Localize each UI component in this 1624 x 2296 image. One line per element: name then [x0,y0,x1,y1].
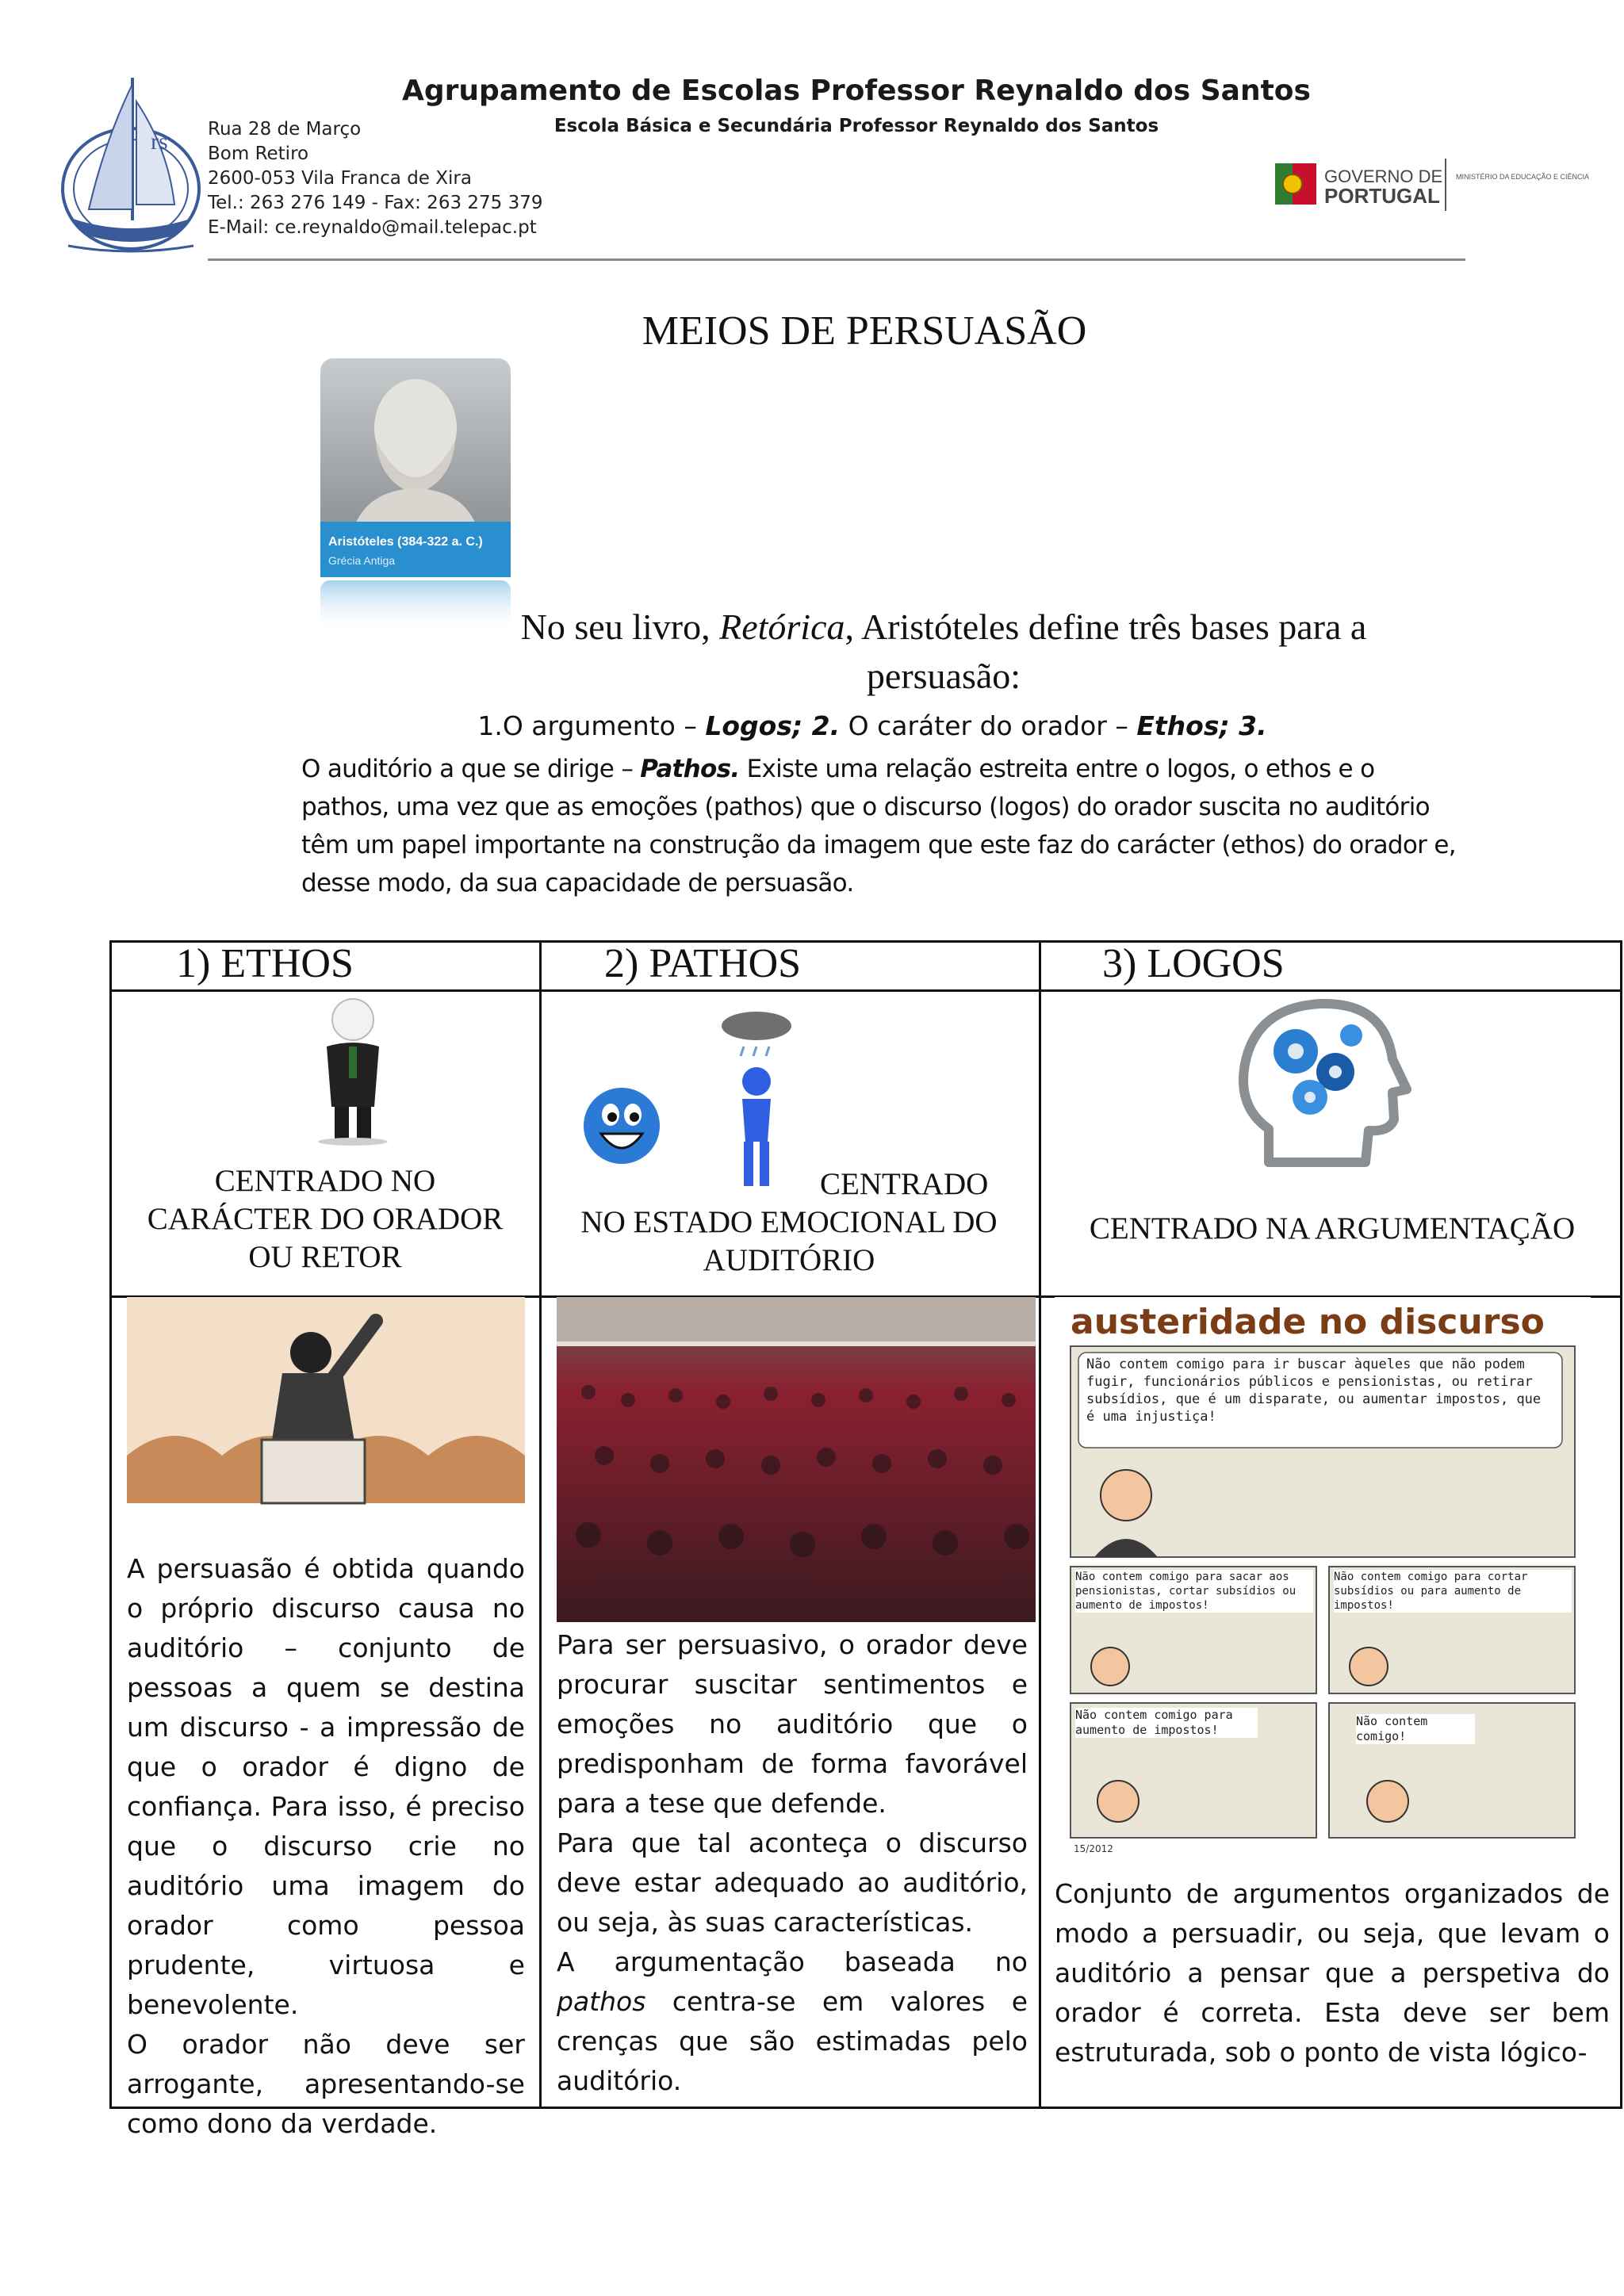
centrado-line: CENTRADO NO [214,1164,436,1198]
intro-paragraph [301,750,1467,902]
logo-text: rs [151,128,168,155]
address-line: Rua 28 de Março [208,119,362,140]
logos-centrado: CENTRADO NA ARGUMENTAÇÃO [1089,1211,1576,1246]
pathos-paragraph: Para que tal aconteça o discurso deve estar adequado ao auditório, ou seja, às suas características. [557,1827,1028,1938]
audience-photo [557,1297,1036,1622]
header-logos: 3) LOGOS [1102,941,1285,986]
cartoon-bubble: Não contem comigo para ir buscar àqueles que não podem fugir, funcionários públicos e pensionistas, ou retirar subsídios, que é um disparate, ou aumentar impostos, que é uma injustiça! [1086,1357,1542,1425]
gov-line1: GOVERNO DE [1324,166,1443,186]
header-divider [208,258,1465,261]
centrado-line: NO ESTADO EMOCIONAL DO [580,1205,998,1239]
orator-illustration [127,1297,525,1503]
bases-list [317,710,1427,741]
table-divider [1039,940,1041,2109]
pathos-paragraph [557,1942,1028,2101]
intro-book: Retórica [719,607,845,647]
pathos-centrado-first: CENTRADO [820,1167,989,1201]
centrado-line: OU RETOR [248,1240,402,1274]
pathos-p3-em: pathos [557,1986,646,2017]
paragraph-text: Existe uma relação estreita entre o logos, o ethos e o pathos, uma vez que as emoções (pathos) que o discurso (logos) do orador suscita no auditório têm um papel importante na construção da imagem que este faz do carácter (ethos) do orador e, desse modo, da sua capacidade de persuasão. [301,755,1456,897]
school-subtitle: Escola Básica e Secundária Professor Reynaldo dos Santos [553,116,1159,136]
pathos-text [557,1625,1028,2101]
paragraph-bold: Pathos. [640,755,740,783]
school-logo [57,70,205,260]
cartoon-bubble: Não contem comigo para cortar subsídios ou para aumento de impostos! [1334,1570,1572,1613]
table-divider [109,989,1622,992]
item-bold: Logos; 2. [705,710,841,741]
pathos-p3-post: centra-se em valores e crenças que são estimadas pelo auditório. [557,1986,1028,2096]
emotion-figures-icon [574,1007,812,1197]
address-line: Bom Retiro [208,144,309,164]
paragraph-text: O auditório a que se dirige – [301,755,641,783]
cartoon-bubble: Não contem comigo para aumento de impostos! [1075,1708,1258,1738]
centrado-line: AUDITÓRIO [703,1243,875,1277]
ethos-centrado [127,1162,523,1276]
cartoon-bubble: Não contem comigo! [1356,1714,1475,1744]
cartoon-date: 15/2012 [1074,1843,1113,1854]
item-bold: Ethos; 3. [1136,710,1267,741]
address-line: Tel.: 263 276 149 - Fax: 263 275 379 [208,193,543,213]
page-title: MEIOS DE PERSUASÃO [642,308,1087,354]
table-divider [539,940,542,2109]
address-line: E-Mail: ce.reynaldo@mail.telepac.pt [208,217,537,238]
government-logo [1272,152,1590,217]
cartoon-bubble: Não contem comigo para sacar aos pensionistas, cortar subsídios ou aumento de impostos! [1075,1570,1313,1613]
item-text: O caráter do orador – [840,710,1137,741]
speaker-figure-icon [293,996,412,1146]
logos-text: Conjunto de argumentos organizados de modo a persuadir, ou seja, que levam o auditório a pensar que a perspetiva do orador é correta. Esta deve ser bem estruturada, sob o ponto de vista lógico- [1055,1878,1610,2068]
ministry-name: MINISTÉRIO DA EDUCAÇÃO E CIÊNCIA [1456,173,1590,181]
bust-caption-sub: Grécia Antiga [328,554,396,567]
intro-pre: No seu livro, [520,607,720,647]
intro-sentence [444,603,1443,701]
gov-line2: PORTUGAL [1324,184,1440,208]
aristotle-portrait [317,355,514,636]
cartoon-title: austeridade no discurso [1071,1302,1545,1342]
centrado-line: CARÁCTER DO ORADOR [147,1202,504,1236]
pathos-p3-pre: A argumentação baseada no [557,1946,1028,1977]
school-name: Agrupamento de Escolas Professor Reynaldo dos Santos [402,75,1311,107]
bust-caption-name: Aristóteles (384-322 a. C.) [328,535,483,549]
ethos-text [127,1549,525,2144]
item-text: 1.O argumento – [477,710,706,741]
pathos-centrado [555,1203,1023,1280]
ethos-paragraph: O orador não deve ser arrogante, apresentando-se como dono da verdade. [127,2029,525,2139]
pathos-paragraph: Para ser persuasivo, o orador deve procurar suscitar sentimentos e emoções no auditório que o predisponham de forma favorável para a tese que defende. [557,1629,1028,1819]
ethos-paragraph: A persuasão é obtida quando o próprio discurso causa no auditório – conjunto de pessoas a quem se destina um discurso - a impressão de que o orador é digno de confiança. Para isso, é preciso que o discurso crie no auditório uma imagem do orador como pessoa prudente, virtuosa e benevolente. [127,1553,525,2020]
header-ethos: 1) ETHOS [176,941,354,986]
head-gears-icon [1234,996,1424,1178]
austerity-cartoon [1055,1297,1591,1871]
intro-post: , Aristóteles define três bases para a persuasão: [845,607,1367,696]
header-pathos: 2) PATHOS [604,941,802,986]
address-line: 2600-053 Vila Franca de Xira [208,168,472,189]
